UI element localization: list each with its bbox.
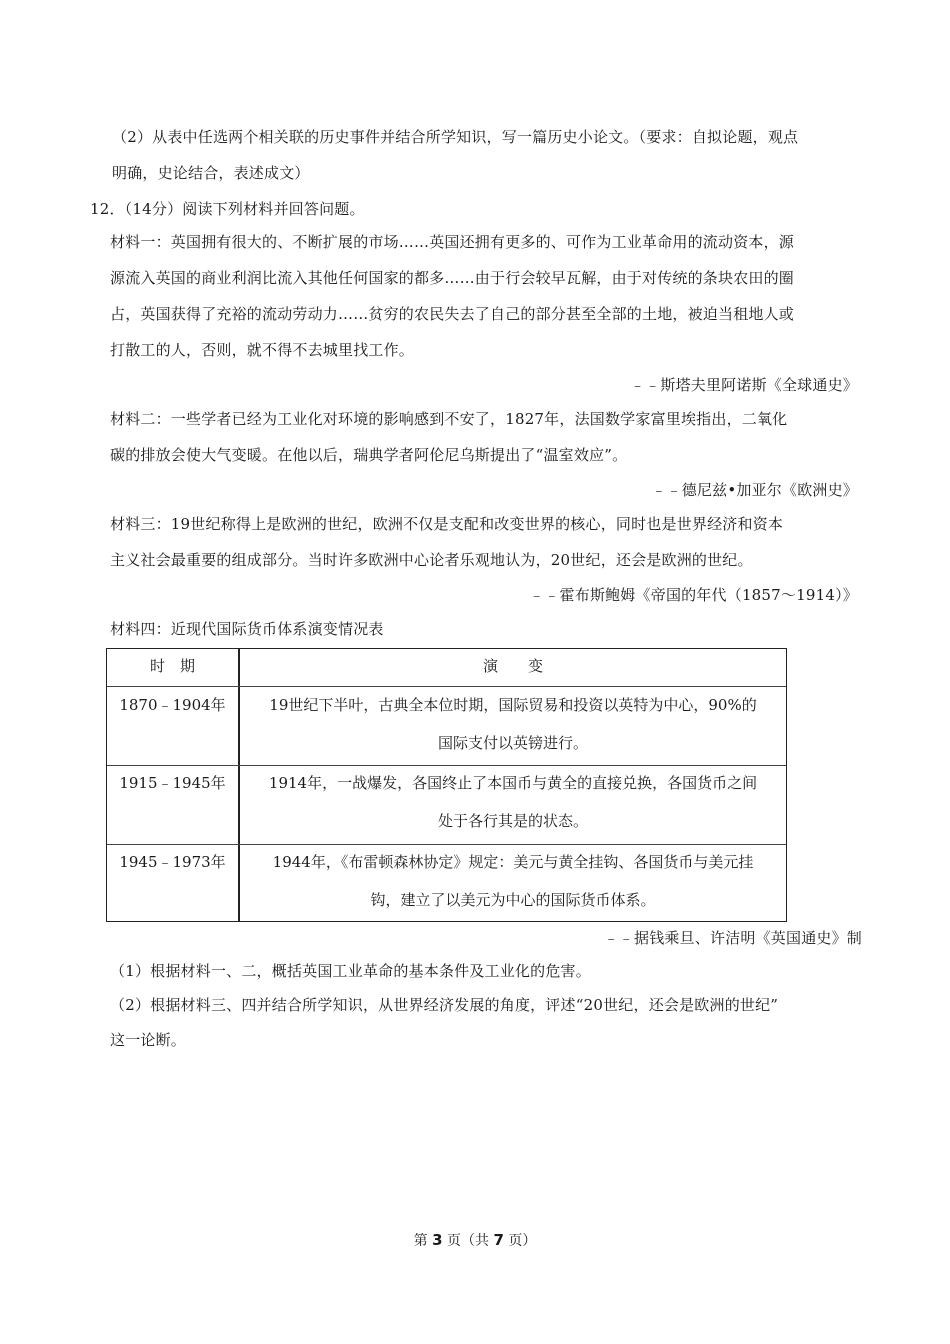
table-cell-period: 1945﹣1973年 [119, 853, 226, 871]
table-header-period: 时 期 [149, 657, 195, 675]
material1-source: ﹣﹣斯塔夫里阿诺斯《全球通史》 [629, 376, 858, 394]
material1-line2: 源流入英国的商业利润比流入其他任何国家的都多……由于行会较早瓦解，由于对传统的条块农田的圈 [110, 269, 795, 287]
footer-middle: 页（共 [447, 1233, 489, 1249]
material4-title: 材料四：近现代国际货币体系演变情况表 [110, 620, 384, 638]
prev-question-part2-line1: （2）从表中任选两个相关联的历史事件并结合所学知识，写一篇历史小论文。（要求：自拟论题，观点 [112, 128, 799, 146]
material1-line3: 占，英国获得了充裕的流动劳动力……贫穷的农民失去了自己的部分甚至全部的土地，被迫当租地人或 [110, 305, 795, 323]
table-cell-evolution-line2: 国际支付以英镑进行。 [437, 734, 588, 752]
table-cell-evolution-line2: 钩，建立了以美元为中心的国际货币体系。 [370, 891, 656, 909]
table-cell-evolution-line2: 处于各行其是的状态。 [437, 812, 588, 830]
question-12-header: 12．（14分）阅读下列材料并回答问题。 [90, 200, 365, 218]
table-row-divider [107, 686, 786, 687]
footer-prefix: 第 [413, 1233, 428, 1249]
table-header-evolution: 演 变 [482, 657, 543, 675]
table-cell-evolution-line1: 1914年，一战爆发，各国终止了本国币与黄全的直接兑换，各国货币之间 [268, 774, 758, 792]
table-cell-evolution-line1: 1944年，《布雷顿森林协定》规定：美元与黄全挂钩、各国货币与美元挂 [272, 853, 754, 871]
prev-question-part2-line2: 明确，史论结合，表述成文） [112, 164, 310, 182]
material2-line2: 碳的排放会使大气变暖。在他以后，瑞典学者阿伦尼乌斯提出了“温室效应”。 [110, 446, 628, 464]
table-cell-evolution-line1: 19世纪下半叶，古典全本位时期，国际贸易和投资以英特为中心，90%的 [269, 696, 757, 714]
material3-source: ﹣﹣霍布斯鲍姆《帝国的年代（1857～1914）》 [529, 586, 858, 604]
material3-line1: 材料三：19世纪称得上是欧洲的世纪，欧洲不仅是支配和改变世界的核心，同时也是世界经济和资本 [110, 515, 784, 533]
sub-question-2-line2: 这一论断。 [110, 1031, 187, 1049]
material1-line4: 打散工的人，否则，就不得不去城里找工作。 [110, 341, 415, 359]
material1-line1: 材料一：英国拥有很大的、不断扩展的市场……英国还拥有更多的、可作为工业革命用的流动资本，源 [110, 233, 795, 251]
material2-line1: 材料二：一些学者已经为工业化对环境的影响感到不安了，1827年，法国数学家富里埃指出，二氧化 [110, 410, 788, 428]
currency-system-table [106, 648, 787, 922]
table-row-divider [107, 844, 786, 845]
footer-total-pages: 7 [493, 1231, 504, 1249]
footer-suffix: 页） [508, 1233, 537, 1249]
sub-question-1: （1）根据材料一、二，概括英国工业革命的基本条件及工业化的危害。 [110, 962, 591, 980]
table-cell-period: 1915﹣1945年 [119, 774, 226, 792]
page-footer [0, 1230, 950, 1250]
footer-page-number: 3 [432, 1231, 443, 1249]
material2-source: ﹣﹣德尼兹•加亚尔《欧洲史》 [651, 481, 858, 499]
material4-source: ﹣﹣据钱乘旦、许洁明《英国通史》制 [603, 929, 862, 947]
table-cell-period: 1870﹣1904年 [119, 696, 226, 714]
material3-line2: 主义社会最重要的组成部分。当时许多欧洲中心论者乐观地认为，20世纪，还会是欧洲的世纪。 [110, 551, 753, 569]
sub-question-2-line1: （2）根据材料三、四并结合所学知识，从世界经济发展的角度，评述“20世纪，还会是欧洲的世纪” [110, 996, 779, 1014]
table-row-divider [107, 765, 786, 766]
